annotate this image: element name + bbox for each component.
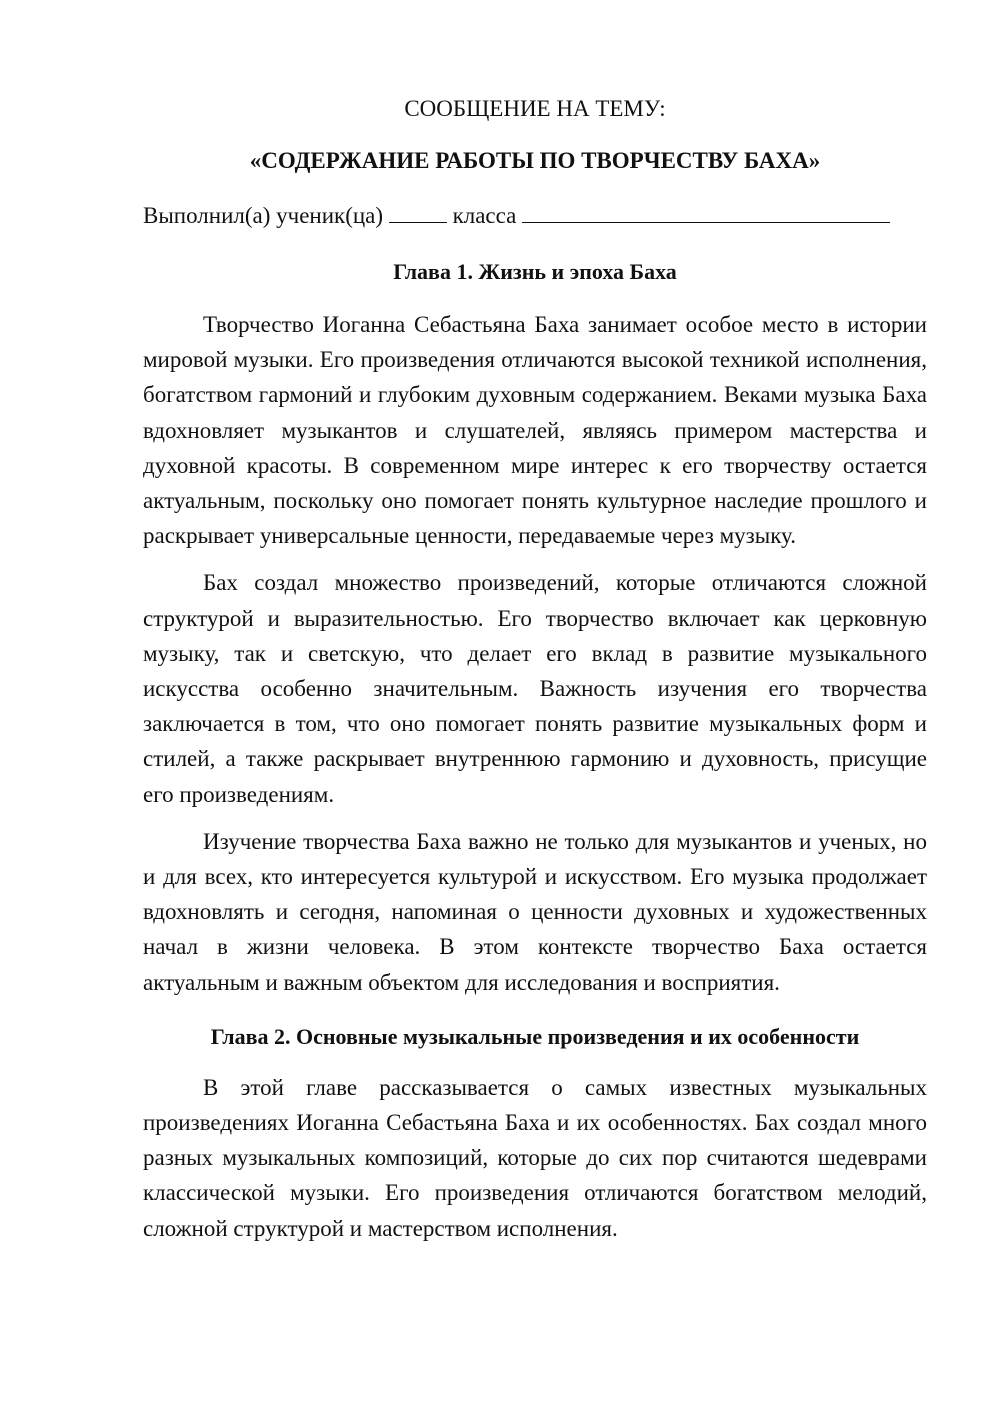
grade-blank: [389, 196, 447, 223]
chapter-1-paragraph-1: Творчество Иоганна Себастьяна Баха занимает особое место в истории мировой музыки. Его произведения отличаются высокой техникой исполнения, богатством гармоний и глубоким духовным содержанием. Веками музыка Баха вдохновляет музыкантов и слушателей, являясь примером мастерства и духовной красоты. В современном мире интерес к его творчеству остается актуальным, поскольку оно помогает понять культурное наследие прошлого и раскрывает универсальные ценности, передаваемые через музыку.: [143, 312, 927, 549]
chapter-1-paragraph-2: Бах создал множество произведений, которые отличаются сложной структурой и выразительностью. Его творчество включает как церковную музыку, так и светскую, что делает его вклад в развитие музыкального искусства особенно значительным. Важность изучения его творчества заключается в том, что оно помогает понять развитие музыкальных форм и стилей, а также раскрывает внутреннюю гармонию и духовность, присущие его произведениям.: [143, 570, 927, 807]
chapter-2-paragraph-1: В этой главе рассказывается о самых известных музыкальных произведениях Иоганна Себастьяна Баха и их особенностях. Бах создал много разных музыкальных композиций, которые до сих пор считаются шедеврами классической музыки. Его произведения отличаются богатством мелодий, сложной структурой и мастерством исполнения.: [143, 1074, 927, 1241]
author-prefix: Выполнил(а) ученик(ца): [143, 203, 384, 228]
name-blank: [522, 196, 890, 223]
document-page: [143, 92, 927, 1258]
chapter-1-title: Глава 1. Жизнь и эпоха Баха: [393, 259, 677, 284]
chapter-1-paragraph-3: Изучение творчества Баха важно не только для музыкантов и ученых, но и для всех, кто интересуется культурой и искусством. Его музыка продолжает вдохновлять и сегодня, напоминая о ценности духовных и художественных начал в жизни человека. В этом контексте творчество Баха остается актуальным и важным объектом для исследования и восприятия.: [143, 828, 927, 995]
author-line: [143, 196, 927, 233]
topic-heading: СООБЩЕНИЕ НА ТЕМУ:: [404, 96, 666, 121]
class-word: класса: [452, 203, 517, 228]
report-title: «СОДЕРЖАНИЕ РАБОТЫ ПО ТВОРЧЕСТВУ БАХА»: [249, 148, 821, 173]
chapter-2-title: Глава 2. Основные музыкальные произведения и их особенности: [210, 1023, 860, 1049]
